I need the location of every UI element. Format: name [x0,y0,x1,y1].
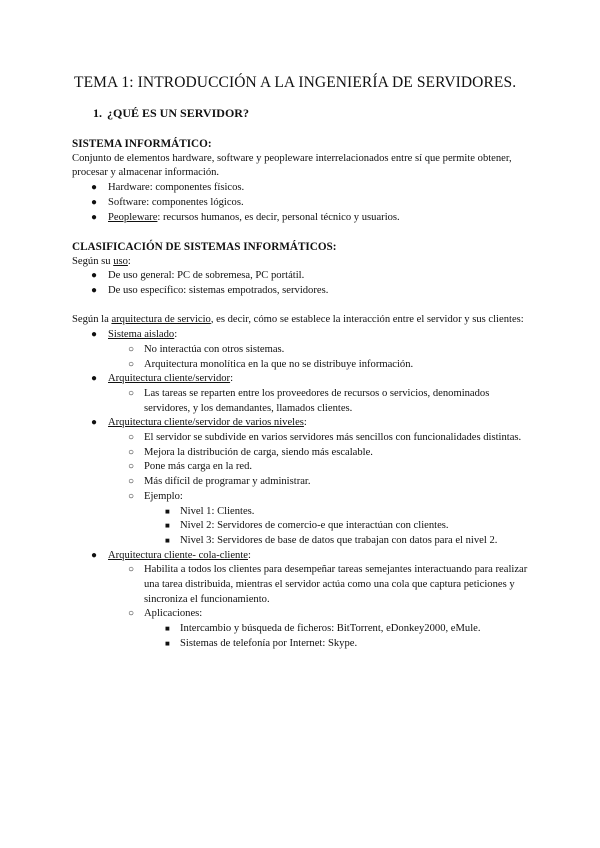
square-bullet-icon: ■ [165,624,170,634]
bullet-icon: ● [91,270,98,282]
list-item [72,284,532,299]
list-item-text: Habilita a todos los clientes para desempeñar tareas semejantes interactuando para realizar una tarea distribuida, mientras el servidor actúa como una cola que captura peticiones y sincroniza el funcionamiento. [144,564,528,605]
bullet-icon: ● [91,329,98,341]
bullet-icon: ● [91,549,98,561]
sub-sub-list-item [72,534,532,549]
section-heading [93,106,249,121]
list-item-text: Software: componentes lógicos. [108,196,244,208]
circle-bullet-icon: ○ [128,476,135,488]
subheading-sistema: SISTEMA INFORMÁTICO: [72,138,212,150]
bullet-icon: ● [91,182,98,194]
square-bullet-icon: ■ [165,521,170,531]
list-item-text: Nivel 2: Servidores de comercio-e que interactúan con clientes. [180,520,449,532]
bullet-icon: ● [91,373,98,385]
uso-pre: Según su [72,255,114,267]
list-item-text: Arquitectura monolítica en la que no se distribuye información. [144,358,414,370]
list-item-text: De uso general: PC de sobremesa, PC portátil. [108,270,305,282]
list-item [72,196,532,211]
term-varios-niveles: Arquitectura cliente/servidor de varios niveles [108,417,304,429]
list-item-text: Intercambio y búsqueda de ficheros: BitTorrent, eDonkey2000, eMule. [180,623,481,635]
sub-sub-list-item [72,519,532,534]
list-item-text: Mejora la distribución de carga, siendo más escalable. [144,446,373,458]
list-item [72,211,532,226]
circle-bullet-icon: ○ [128,608,135,620]
list-item-text: Aplicaciones: [144,608,203,620]
square-bullet-icon: ■ [165,506,170,516]
sub-sub-list-item [72,622,532,637]
term-uso: uso [113,255,128,267]
document-title: TEMA 1: INTRODUCCIÓN A LA INGENIERÍA DE SERVIDORES. [74,74,517,91]
circle-bullet-icon: ○ [128,343,135,355]
bullet-icon: ● [91,211,98,223]
sub-list-item [72,475,532,490]
list-item-text: Las tareas se reparten entre los proveedores de recursos o servicios, denominados servidores, y los demandantes, llamados clientes. [144,387,490,414]
sub-sub-list-item [72,637,532,652]
sub-sub-list-item [72,505,532,520]
circle-bullet-icon: ○ [128,490,135,502]
list-item [72,181,532,196]
term-cola-cliente: Arquitectura cliente- cola-cliente [108,549,248,561]
sub-list-item [72,563,532,607]
list-item-text: El servidor se subdivide en varios servidores más sencillos con funcionalidades distintas. [144,432,522,444]
sub-list-item [72,431,532,446]
section-number: 1. [93,106,102,120]
sub-list-item [72,358,532,373]
sub-list-item [72,607,532,622]
list-item-text: Sistemas de telefonía por Internet: Skype. [180,637,358,649]
sub-list-item [72,490,532,505]
term-arquitectura: arquitectura de servicio [111,314,211,326]
circle-bullet-icon: ○ [128,461,135,473]
section-heading-text: ¿QUÉ ES UN SERVIDOR? [107,106,249,120]
list-item-text: Pone más carga en la red. [144,461,253,473]
list-item-text: Ejemplo: [144,490,183,502]
circle-bullet-icon: ○ [128,564,135,576]
sub-list-item [72,460,532,475]
uso-intro [72,255,532,270]
sistema-list [72,181,532,225]
definition-paragraph: Conjunto de elementos hardware, software y peopleware interrelacionados entre sí que permite obtener, procesar y almacenar información. [72,152,512,179]
sub-list-item [72,446,532,461]
colon: : [248,549,251,561]
circle-bullet-icon: ○ [128,446,135,458]
list-item [72,269,532,284]
list-item-text: : recursos humanos, es decir, personal técnico y usuarios. [157,211,400,223]
term-peopleware: Peopleware [108,211,158,223]
square-bullet-icon: ■ [165,638,170,648]
term-cliente-servidor: Arquitectura cliente/servidor [108,373,231,385]
circle-bullet-icon: ○ [128,358,135,370]
circle-bullet-icon: ○ [128,432,135,444]
term-sistema-aislado: Sistema aislado [108,329,175,341]
list-item-text: No interactúa con otros sistemas. [144,343,285,355]
sub-list-item [72,387,532,416]
list-item [72,372,532,387]
colon: : [230,373,234,385]
colon: : [174,329,178,341]
arquitectura-intro [72,313,532,328]
list-item [72,416,532,431]
sub-list-item [72,343,532,358]
uso-post: : [127,255,131,267]
arq-pre: Según la [72,314,112,326]
arquitectura-list [72,328,532,651]
document-body [72,137,532,652]
list-item-text: Hardware: componentes físicos. [108,182,245,194]
uso-list [72,269,532,298]
arq-post: , es decir, cómo se establece la interacción entre el servidor y sus clientes: [210,314,524,326]
circle-bullet-icon: ○ [128,387,135,399]
bullet-icon: ● [91,285,98,297]
subheading-clasificacion: CLASIFICACIÓN DE SISTEMAS INFORMÁTICOS: [72,240,337,253]
list-item-text: Nivel 3: Servidores de base de datos que trabajan con datos para el nivel 2. [180,534,498,546]
bullet-icon: ● [91,417,98,429]
bullet-icon: ● [91,196,98,208]
list-item [72,549,532,564]
list-item-text: De uso específico: sistemas empotrados, servidores. [108,285,329,297]
list-item [72,328,532,343]
list-item-text: Más difícil de programar y administrar. [144,476,311,488]
list-item-text: Nivel 1: Clientes. [180,505,255,517]
colon: : [303,417,307,429]
square-bullet-icon: ■ [165,535,170,545]
